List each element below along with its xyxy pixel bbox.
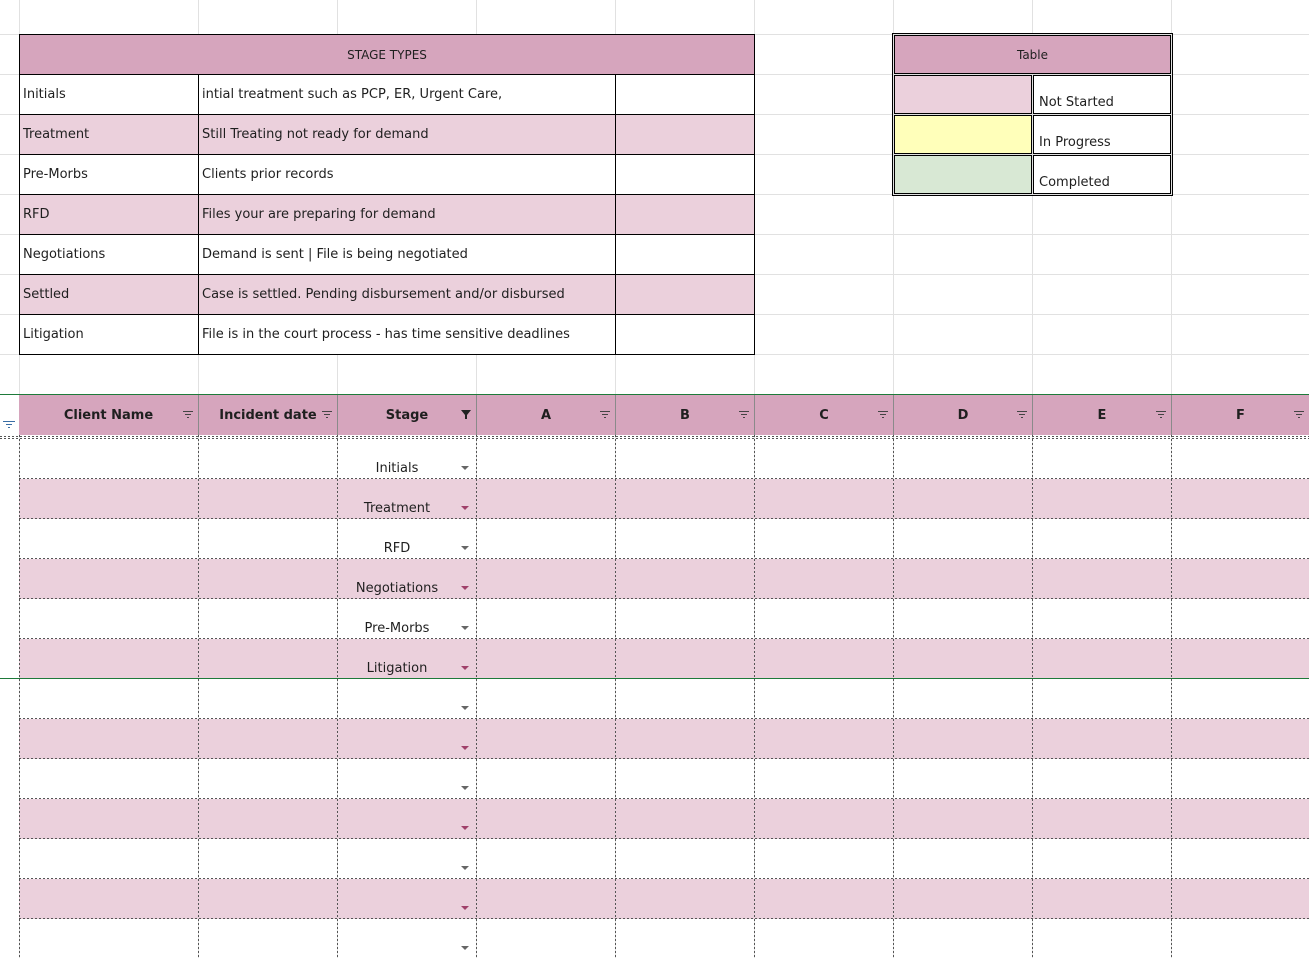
stage-desc-cell[interactable]: Case is settled. Pending disbursement and/or disbursed bbox=[198, 274, 616, 315]
legend-swatch-not-started[interactable] bbox=[894, 75, 1032, 114]
dropdown-arrow-icon[interactable] bbox=[461, 506, 469, 510]
stage-dropdown-cell[interactable] bbox=[338, 519, 476, 559]
column-header-label: B bbox=[680, 407, 690, 423]
dropdown-arrow-icon[interactable] bbox=[461, 786, 469, 790]
stage-dropdown-cell[interactable] bbox=[338, 839, 476, 879]
stage-types-header[interactable] bbox=[19, 34, 755, 75]
stage-name-cell[interactable]: Litigation bbox=[19, 314, 199, 355]
column-header-label: A bbox=[540, 407, 552, 423]
legend-label-in-progress[interactable]: In Progress bbox=[1033, 115, 1171, 154]
stage-value: Initials bbox=[375, 461, 419, 476]
stage-dropdown-cell[interactable] bbox=[338, 439, 476, 479]
column-header-label: Client Name bbox=[63, 407, 154, 423]
dropdown-arrow-icon[interactable] bbox=[461, 906, 469, 910]
stage-value: RFD bbox=[383, 541, 411, 556]
stage-name-cell[interactable]: Settled bbox=[19, 274, 199, 315]
dropdown-arrow-icon[interactable] bbox=[461, 746, 469, 750]
stage-dropdown-cell[interactable] bbox=[338, 799, 476, 839]
column-header-label: D bbox=[957, 407, 969, 423]
stage-desc-cell[interactable]: Clients prior records bbox=[198, 154, 616, 195]
stage-dropdown-cell[interactable] bbox=[338, 599, 476, 639]
stage-dropdown-cell[interactable] bbox=[338, 679, 476, 719]
stage-dropdown-cell[interactable] bbox=[338, 479, 476, 519]
dropdown-arrow-icon[interactable] bbox=[461, 706, 469, 710]
stage-extra-cell[interactable] bbox=[615, 274, 755, 315]
stage-extra-cell[interactable] bbox=[615, 314, 755, 355]
column-header-label: C bbox=[819, 407, 829, 423]
stage-desc-cell[interactable]: Demand is sent | File is being negotiated bbox=[198, 234, 616, 275]
dropdown-arrow-icon[interactable] bbox=[461, 626, 469, 630]
stage-extra-cell[interactable] bbox=[615, 114, 755, 155]
stage-name-cell[interactable]: Pre-Morbs bbox=[19, 154, 199, 195]
stage-value: Litigation bbox=[366, 661, 428, 676]
stage-desc-cell[interactable]: File is in the court process - has time sensitive deadlines bbox=[198, 314, 616, 355]
stage-extra-cell[interactable] bbox=[615, 194, 755, 235]
stage-dropdown-cell[interactable] bbox=[338, 639, 476, 679]
stage-dropdown-cell[interactable] bbox=[338, 759, 476, 799]
stage-desc-cell[interactable]: Still Treating not ready for demand bbox=[198, 114, 616, 155]
stage-name-cell[interactable]: Treatment bbox=[19, 114, 199, 155]
dropdown-arrow-icon[interactable] bbox=[461, 866, 469, 870]
dropdown-arrow-icon[interactable] bbox=[461, 546, 469, 550]
legend-title: Table bbox=[1016, 47, 1049, 62]
stage-dropdown-cell[interactable] bbox=[338, 559, 476, 599]
legend-swatch-in-progress[interactable] bbox=[894, 115, 1032, 154]
stage-desc-cell[interactable]: intial treatment such as PCP, ER, Urgent Care, bbox=[198, 74, 616, 115]
column-header-label: Stage bbox=[385, 407, 429, 423]
stage-types-title: STAGE TYPES bbox=[347, 47, 427, 62]
stage-value: Treatment bbox=[363, 501, 431, 516]
dropdown-arrow-icon[interactable] bbox=[461, 666, 469, 670]
dropdown-arrow-icon[interactable] bbox=[461, 466, 469, 470]
stage-name-cell[interactable]: Initials bbox=[19, 74, 199, 115]
header-separators bbox=[0, 395, 1309, 435]
stage-value: Pre-Morbs bbox=[364, 621, 430, 636]
dropdown-arrow-icon[interactable] bbox=[461, 946, 469, 950]
legend-header[interactable] bbox=[894, 35, 1171, 74]
dropdown-arrow-icon[interactable] bbox=[461, 826, 469, 830]
dropdown-arrow-icon[interactable] bbox=[461, 586, 469, 590]
legend-label-completed[interactable]: Completed bbox=[1033, 155, 1171, 194]
stage-dropdown-cell[interactable] bbox=[338, 879, 476, 919]
stage-extra-cell[interactable] bbox=[615, 154, 755, 195]
column-header-label: Incident date bbox=[219, 407, 317, 423]
stage-dropdown-cell[interactable] bbox=[338, 919, 476, 958]
column-header-label: F bbox=[1236, 407, 1245, 423]
stage-value: Negotiations bbox=[355, 581, 439, 596]
stage-extra-cell[interactable] bbox=[615, 234, 755, 275]
stage-dropdown-cell[interactable] bbox=[338, 719, 476, 759]
stage-extra-cell[interactable] bbox=[615, 74, 755, 115]
column-header-label: E bbox=[1097, 407, 1107, 423]
stage-name-cell[interactable]: Negotiations bbox=[19, 234, 199, 275]
data-grid-borders bbox=[0, 435, 1309, 958]
row-filter-indicator-icon[interactable] bbox=[2, 418, 16, 430]
legend-swatch-completed[interactable] bbox=[894, 155, 1032, 194]
legend-label-not-started[interactable]: Not Started bbox=[1033, 75, 1171, 114]
stage-desc-cell[interactable]: Files your are preparing for demand bbox=[198, 194, 616, 235]
stage-name-cell[interactable]: RFD bbox=[19, 194, 199, 235]
